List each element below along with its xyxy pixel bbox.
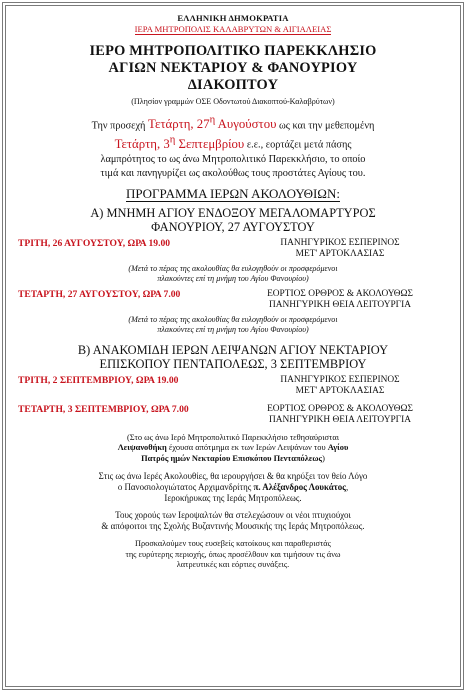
event-service-line-1: ΕΟΡΤΙΟΣ ΟΡΘΡΟΣ & ΑΚΟΛΟΥΘΩΣ	[267, 403, 413, 414]
event-service-line-2: ΜΕΤ' ΑΡΤΟΚΛΑΣΙΑΣ	[295, 385, 385, 396]
main-title-line-2: ΑΓΙΩΝ ΝΕΚΤΑΡΙΟΥ & ΦΑΝΟΥΡΙΟΥ	[108, 60, 358, 76]
main-title	[16, 43, 450, 94]
clergy-paragraph	[16, 471, 450, 504]
event-row	[16, 238, 450, 260]
blessing-note	[16, 264, 450, 285]
invitation-line-1: Προσκαλούμεν τους ευσεβείς κατοίκους και παραθεριστάς	[135, 539, 331, 549]
event-service	[230, 404, 450, 426]
metropolis-heading	[16, 24, 450, 34]
first-date-month: Αυγούστου	[215, 117, 277, 132]
event-service-line-1: ΕΟΡΤΙΟΣ ΟΡΘΡΟΣ & ΑΚΟΛΟΥΘΩΣ	[267, 288, 413, 299]
state-heading: ΕΛΛΗΝΙΚΗ ΔΗΜΟΚΡΑΤΙΑ	[177, 13, 289, 23]
intro-text-3: ε.ε., εορτάζει μετά πάσης	[244, 139, 352, 151]
metropolis-heading-text: ΙΕΡΑ ΜΗΤΡΟΠΟΛΙΣ ΚΑΛΑΒΡΥΤΩΝ & ΑΙΓΙΑΛΕΙΑΣ	[134, 24, 332, 34]
section-b-line-1: Β) ΑΝΑΚΟΜΙΔΗ ΙΕΡΩΝ ΛΕΙΨΑΝΩΝ ΑΓΙΟΥ ΝΕΚΤΑΡΙΟΥ	[77, 342, 389, 357]
programme-heading	[16, 186, 450, 202]
first-date	[148, 117, 276, 131]
blessing-note-line-1: (Μετά το πέρας της ακολουθίας θα ευλογηθούν οι προσφερόμενοι	[128, 263, 338, 273]
section-b-line-2: ΕΠΙΣΚΟΠΟΥ ΠΕΝΤΑΠΟΛΕΩΣ, 3 ΣΕΠΤΕΜΒΡΙΟΥ	[99, 356, 367, 371]
choir-line-2: & απόφοιτοι της Σχολής Βυζαντινής Μουσικής της Ιεράς Μητροπόλεως.	[101, 521, 365, 532]
blessing-note-line-1: (Μετά το πέρας της ακολουθίας θα ευλογηθούν οι προσφερόμενοι	[128, 314, 338, 324]
second-date-ordinal: η	[169, 134, 176, 146]
relic-paragraph	[16, 433, 450, 465]
clergy-title: ο Πανοσιολογιώτατος Αρχιμανδρίτης	[117, 482, 254, 493]
clergy-comma: ,	[345, 482, 349, 493]
second-date	[114, 134, 245, 151]
section-a-line-1: Α) ΜΝΗΜΗ ΑΓΙΟΥ ΕΝΔΟΞΟΥ ΜΕΓΑΛΟΜΑΡΤΥΡΟΣ	[90, 205, 376, 220]
blessing-note-line-2: πλακούντες επί τη μνήμη του Αγίου Φανουρίου)	[157, 325, 309, 335]
event-row	[16, 289, 450, 311]
main-title-line-1: ΙΕΡΟ ΜΗΤΡΟΠΟΛΙΤΙΚΟ ΠΑΡΕΚΚΛΗΣΙΟ	[89, 43, 377, 59]
relic-close: )	[322, 453, 325, 463]
first-date-ordinal: η	[209, 115, 216, 126]
relic-saint-1: Αγίου	[327, 443, 349, 453]
clergy-line-2	[16, 482, 450, 493]
location-note: (Πλησίον γραμμών ΟΣΕ Οδοντωτού Διακοπτού-Καλαβρύτων)	[131, 97, 335, 106]
intro-line-1	[16, 114, 450, 133]
intro-line-3: λαμπρότητος το ως άνω Μητροπολιτικό Παρεκκλήσιο, το οποίο	[100, 153, 366, 165]
poster	[2, 2, 464, 690]
event-service-line-2: ΠΑΝΗΓΥΡΙΚΗ ΘΕΙΑ ΛΕΙΤΟΥΡΓΙΑ	[269, 414, 411, 425]
event-service	[230, 375, 450, 397]
invitation-paragraph	[16, 539, 450, 571]
section-a-line-2: ΦΑΝΟΥΡΙΟΥ, 27 ΑΥΓΟΥΣΤΟΥ	[151, 219, 315, 234]
second-date-day: Τετάρτη, 3	[114, 136, 170, 151]
event-service	[230, 289, 450, 311]
intro-text-2: ως και την μεθεπομένη	[276, 120, 375, 132]
intro-paragraph	[16, 114, 450, 181]
relic-saint-2: Πατρός ημών Νεκταρίου Επισκόπου Πενταπόλεως	[141, 453, 323, 463]
event-time: ΤΡΙΤΗ, 2 ΣΕΠΤΕΜΒΡΙΟΥ, ΩΡΑ 19.00	[18, 374, 179, 386]
relic-reliquary: Λειψανοθήκη	[117, 443, 167, 453]
event-row	[16, 375, 450, 397]
event-service-line-2: ΠΑΝΗΓΥΡΙΚΗ ΘΕΙΑ ΛΕΙΤΟΥΡΓΙΑ	[269, 299, 411, 310]
relic-text: έχουσα απότμημα εκ των Ιερών Λειψάνων του	[166, 443, 328, 453]
clergy-name: π. Αλέξανδρος Λουκάτος	[253, 482, 346, 493]
clergy-line-3: Ιεροκήρυκας της Ιεράς Μητροπόλεως.	[164, 493, 302, 504]
blessing-note	[16, 315, 450, 336]
section-a-heading	[16, 206, 450, 234]
section-b-heading	[16, 343, 450, 371]
event-time: ΤΕΤΑΡΤΗ, 3 ΣΕΠΤΕΜΒΡΙΟΥ, ΩΡΑ 7.00	[18, 403, 189, 415]
clergy-line-1: Στις ως άνω Ιερές Ακολουθίες, θα ιερουργήσει & θα κηρύξει τον θείο Λόγο	[98, 471, 368, 482]
event-service-line-1: ΠΑΝΗΓΥΡΙΚΟΣ ΕΣΠΕΡΙΝΟΣ	[280, 374, 400, 385]
relic-line-1: (Στο ως άνω Ιερό Μητροπολιτικό Παρεκκλήσιο τεθησαύρισται	[126, 432, 340, 442]
blessing-note-line-2: πλακούντες επί τη μνήμη του Αγίου Φανουρίου)	[157, 274, 309, 284]
relic-line-2	[16, 443, 450, 454]
intro-line-4: τιμά και πανηγυρίζει ως ακολούθως τους προστάτες Αγίους του.	[100, 167, 366, 179]
invitation-line-3: λατρευτικές και εόρτιες συνάξεις.	[176, 560, 290, 570]
event-time: ΤΕΤΑΡΤΗ, 27 ΑΥΓΟΥΣΤΟΥ, ΩΡΑ 7.00	[18, 288, 181, 300]
programme-heading-text: ΠΡΟΓΡΑΜΜΑ ΙΕΡΩΝ ΑΚΟΛΟΥΘΙΩΝ:	[126, 185, 340, 201]
event-time: ΤΡΙΤΗ, 26 ΑΥΓΟΥΣΤΟΥ, ΩΡΑ 19.00	[18, 237, 171, 249]
event-service-line-1: ΠΑΝΗΓΥΡΙΚΟΣ ΕΣΠΕΡΙΝΟΣ	[280, 237, 400, 248]
event-service	[230, 238, 450, 260]
choir-line-1: Τους χορούς των Ιεροψαλτών θα στελεχώσουν οι νέοι πτυχιούχοι	[115, 510, 351, 521]
invitation-line-2: της ευρύτερης περιοχής, όπως προσέλθουν και τιμήσουν τις άνω	[125, 549, 341, 559]
intro-text-1: Την προσεχή	[91, 120, 149, 132]
relic-line-3	[16, 454, 450, 465]
main-title-line-3: ΔΙΑΚΟΠΤΟΥ	[187, 77, 279, 93]
second-date-month: Σεπτεμβρίου	[175, 136, 245, 151]
event-row	[16, 404, 450, 426]
event-service-line-2: ΜΕΤ' ΑΡΤΟΚΛΑΣΙΑΣ	[295, 248, 385, 259]
choir-paragraph	[16, 510, 450, 532]
intro-line-2	[16, 133, 450, 152]
first-date-day: Τετάρτη, 27	[148, 117, 210, 132]
